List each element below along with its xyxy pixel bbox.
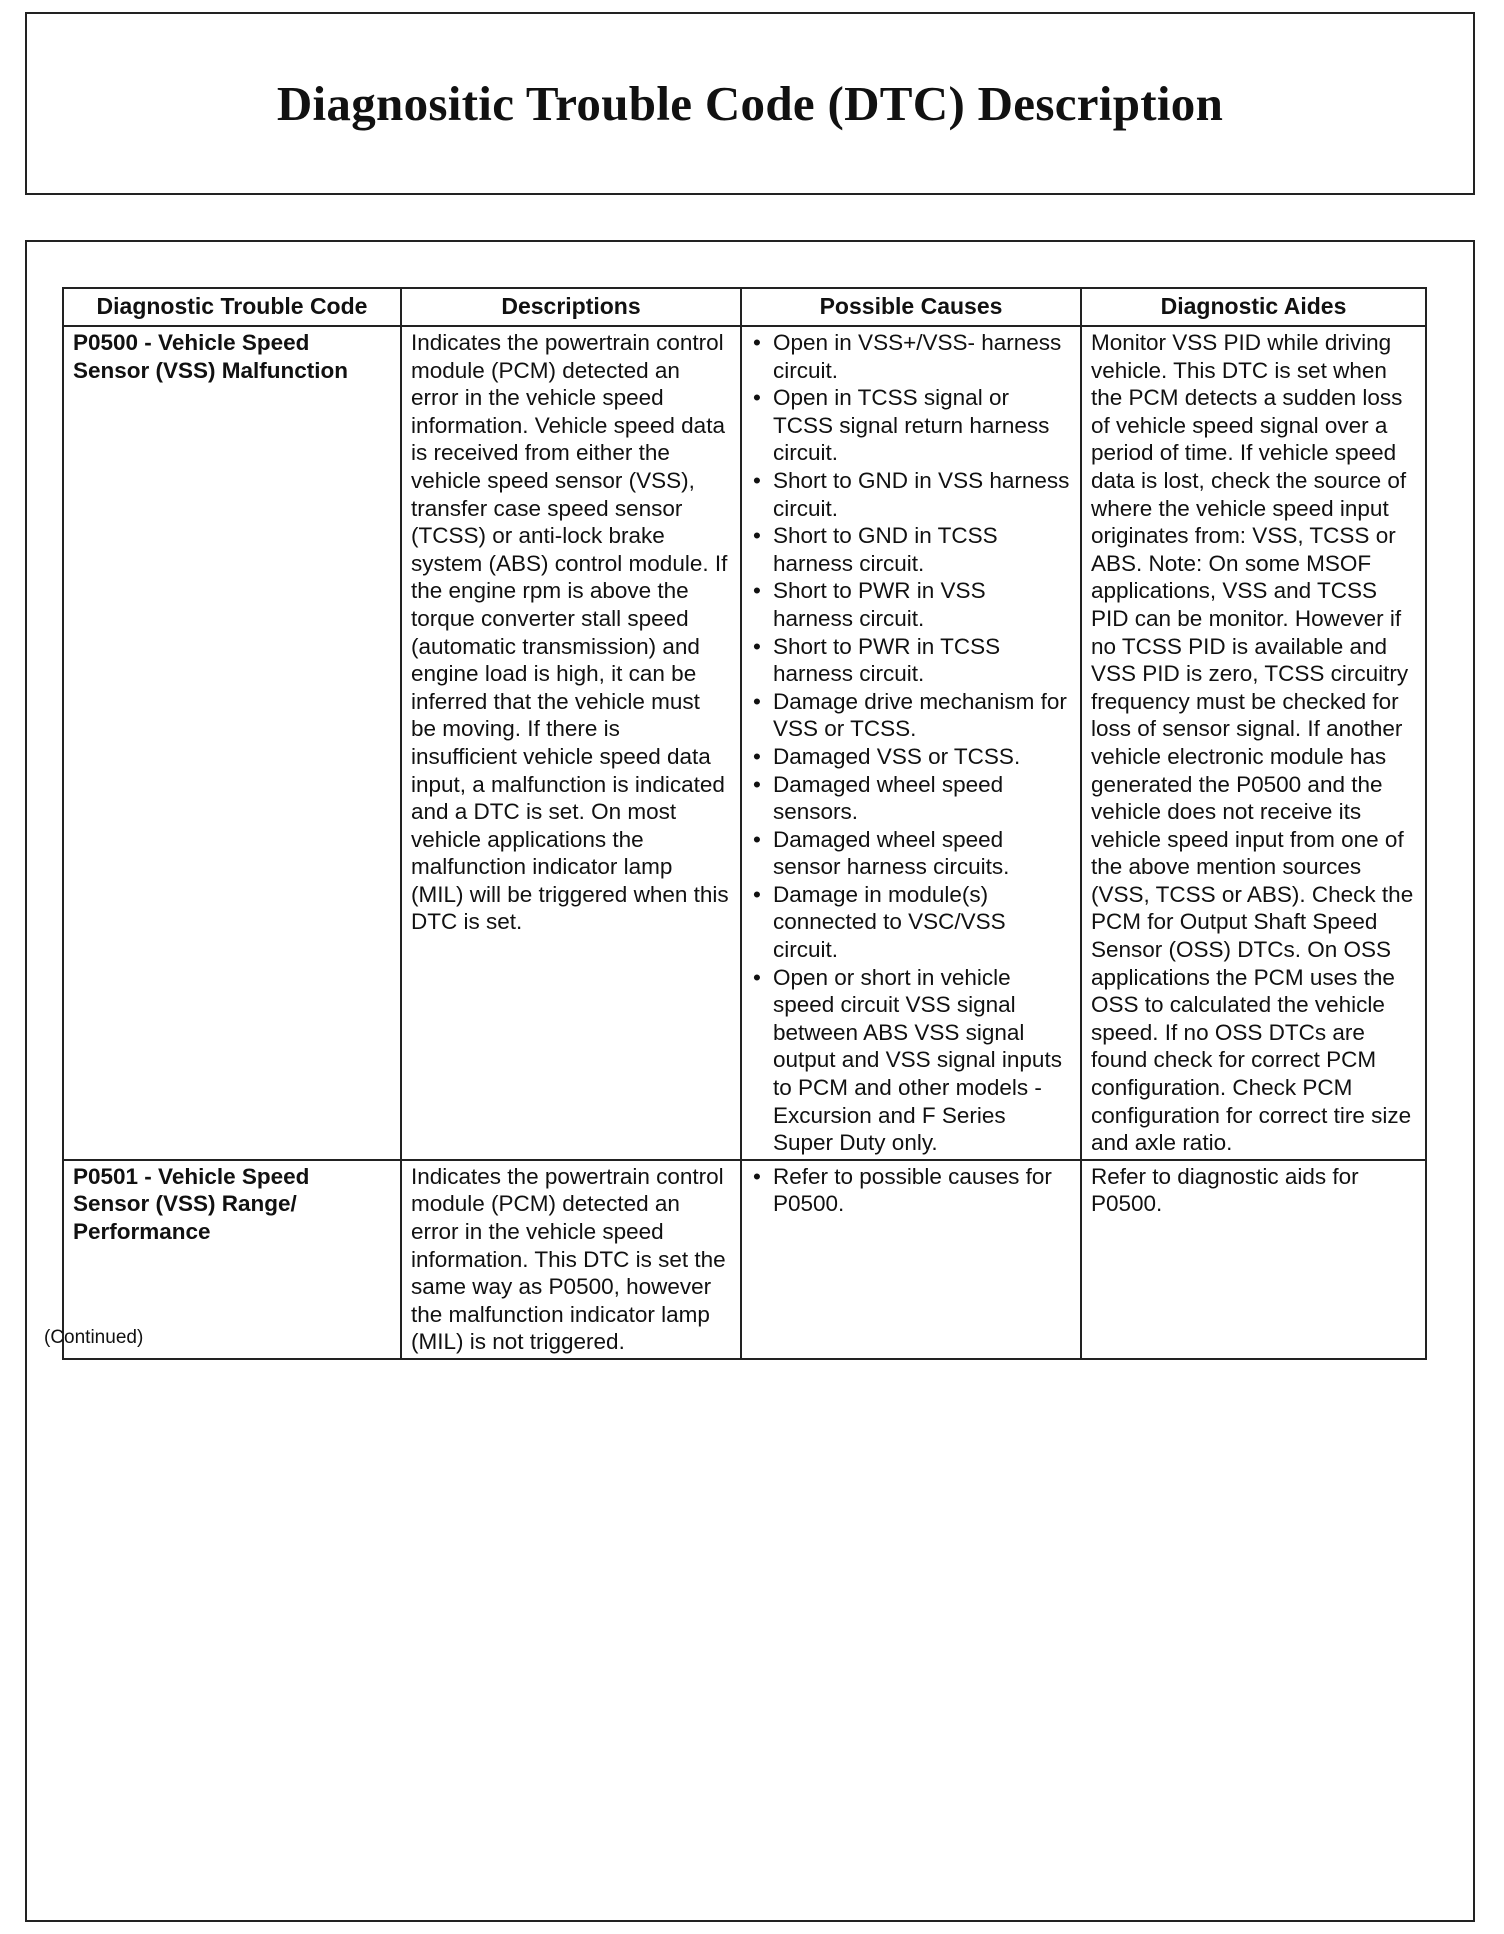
- cause-item: • Short to GND in VSS harness circuit.: [751, 467, 1071, 522]
- cause-item: • Damage in module(s) connected to VSC/VSS circuit.: [751, 881, 1071, 964]
- cause-item: • Refer to possible causes for P0500.: [751, 1163, 1071, 1218]
- description-cell: Indicates the powertrain control module (PCM) detected an error in the vehicle speed information. This DTC is set the same way as P0500, however the malfunction indicator lamp (MIL) is not triggered.: [401, 1160, 741, 1359]
- causes-list: [751, 1163, 1071, 1218]
- column-header-aides: Diagnostic Aides: [1081, 288, 1426, 326]
- cause-item: • Damaged wheel speed sensor harness circuits.: [751, 826, 1071, 881]
- causes-list: [751, 329, 1071, 1157]
- dtc-table: [62, 287, 1427, 1360]
- content-box: [25, 240, 1475, 1922]
- aides-cell: Refer to diagnostic aids for P0500.: [1081, 1160, 1426, 1359]
- table-header-row: [63, 288, 1426, 326]
- dtc-code: P0500 - Vehicle Speed Sensor (VSS) Malfunction: [73, 330, 349, 383]
- cause-item: • Short to PWR in TCSS harness circuit.: [751, 633, 1071, 688]
- aides-cell: Monitor VSS PID while driving vehicle. This DTC is set when the PCM detects a sudden loss of vehicle speed signal over a period of time. If vehicle speed data is lost, check the source of where the vehicle speed input originates from: VSS, TCSS or ABS. Note: On some MSOF applications, VSS and TCSS PID can be monitor. However if no TCSS PID is available and VSS PID is zero, TCSS circuitry frequency must be checked for loss of sensor signal. If another vehicle electronic module has generated the P0500 and the vehicle does not receive its vehicle speed input from one of the above mention sources (VSS, TCSS or ABS). Check the PCM for Output Shaft Speed Sensor (OSS) DTCs. On OSS applications the PCM uses the OSS to calculated the vehicle speed. If no OSS DTCs are found check for correct PCM configuration. Check PCM configuration for correct tire size and axle ratio.: [1081, 326, 1426, 1160]
- column-header-causes: Possible Causes: [741, 288, 1081, 326]
- description-cell: Indicates the powertrain control module (PCM) detected an error in the vehicle speed information. Vehicle speed data is received from either the vehicle speed sensor (VSS), transfer case speed sensor (TCSS) or anti-lock brake system (ABS) control module. If the engine rpm is above the torque converter stall speed (automatic transmission) and engine load is high, it can be inferred that the vehicle must be moving. If there is insufficient vehicle speed data input, a malfunction is indicated and a DTC is set. On most vehicle applications the malfunction indicator lamp (MIL) will be triggered when this DTC is set.: [401, 326, 741, 1160]
- cause-item: • Open in VSS+/VSS- harness circuit.: [751, 329, 1071, 384]
- column-header-descriptions: Descriptions: [401, 288, 741, 326]
- dtc-code: P0501 - Vehicle Speed Sensor (VSS) Range/ Performance: [73, 1163, 310, 1244]
- table-row-p0501: [63, 1160, 1426, 1359]
- cause-item: • Damaged VSS or TCSS.: [751, 743, 1071, 771]
- cause-item: • Damage drive mechanism for VSS or TCSS.: [751, 688, 1071, 743]
- cause-item: • Open in TCSS signal or TCSS signal return harness circuit.: [751, 384, 1071, 467]
- cause-item: • Open or short in vehicle speed circuit VSS signal between ABS VSS signal output and VSS signal inputs to PCM and other models - Excursion and F Series Super Duty only.: [751, 964, 1071, 1157]
- continued-note: (Continued): [44, 1327, 144, 1348]
- causes-cell: [741, 1160, 1081, 1359]
- cause-item: • Short to GND in TCSS harness circuit.: [751, 522, 1071, 577]
- causes-cell: [741, 326, 1081, 1160]
- cause-item: • Damaged wheel speed sensors.: [751, 771, 1071, 826]
- cause-item: • Short to PWR in VSS harness circuit.: [751, 577, 1071, 632]
- column-header-code: Diagnostic Trouble Code: [63, 288, 401, 326]
- table-row-p0500: [63, 326, 1426, 1160]
- dtc-code-cell: [63, 326, 401, 1160]
- title-box: [25, 12, 1475, 195]
- page-title: Diagnositic Trouble Code (DTC) Description: [276, 76, 1224, 131]
